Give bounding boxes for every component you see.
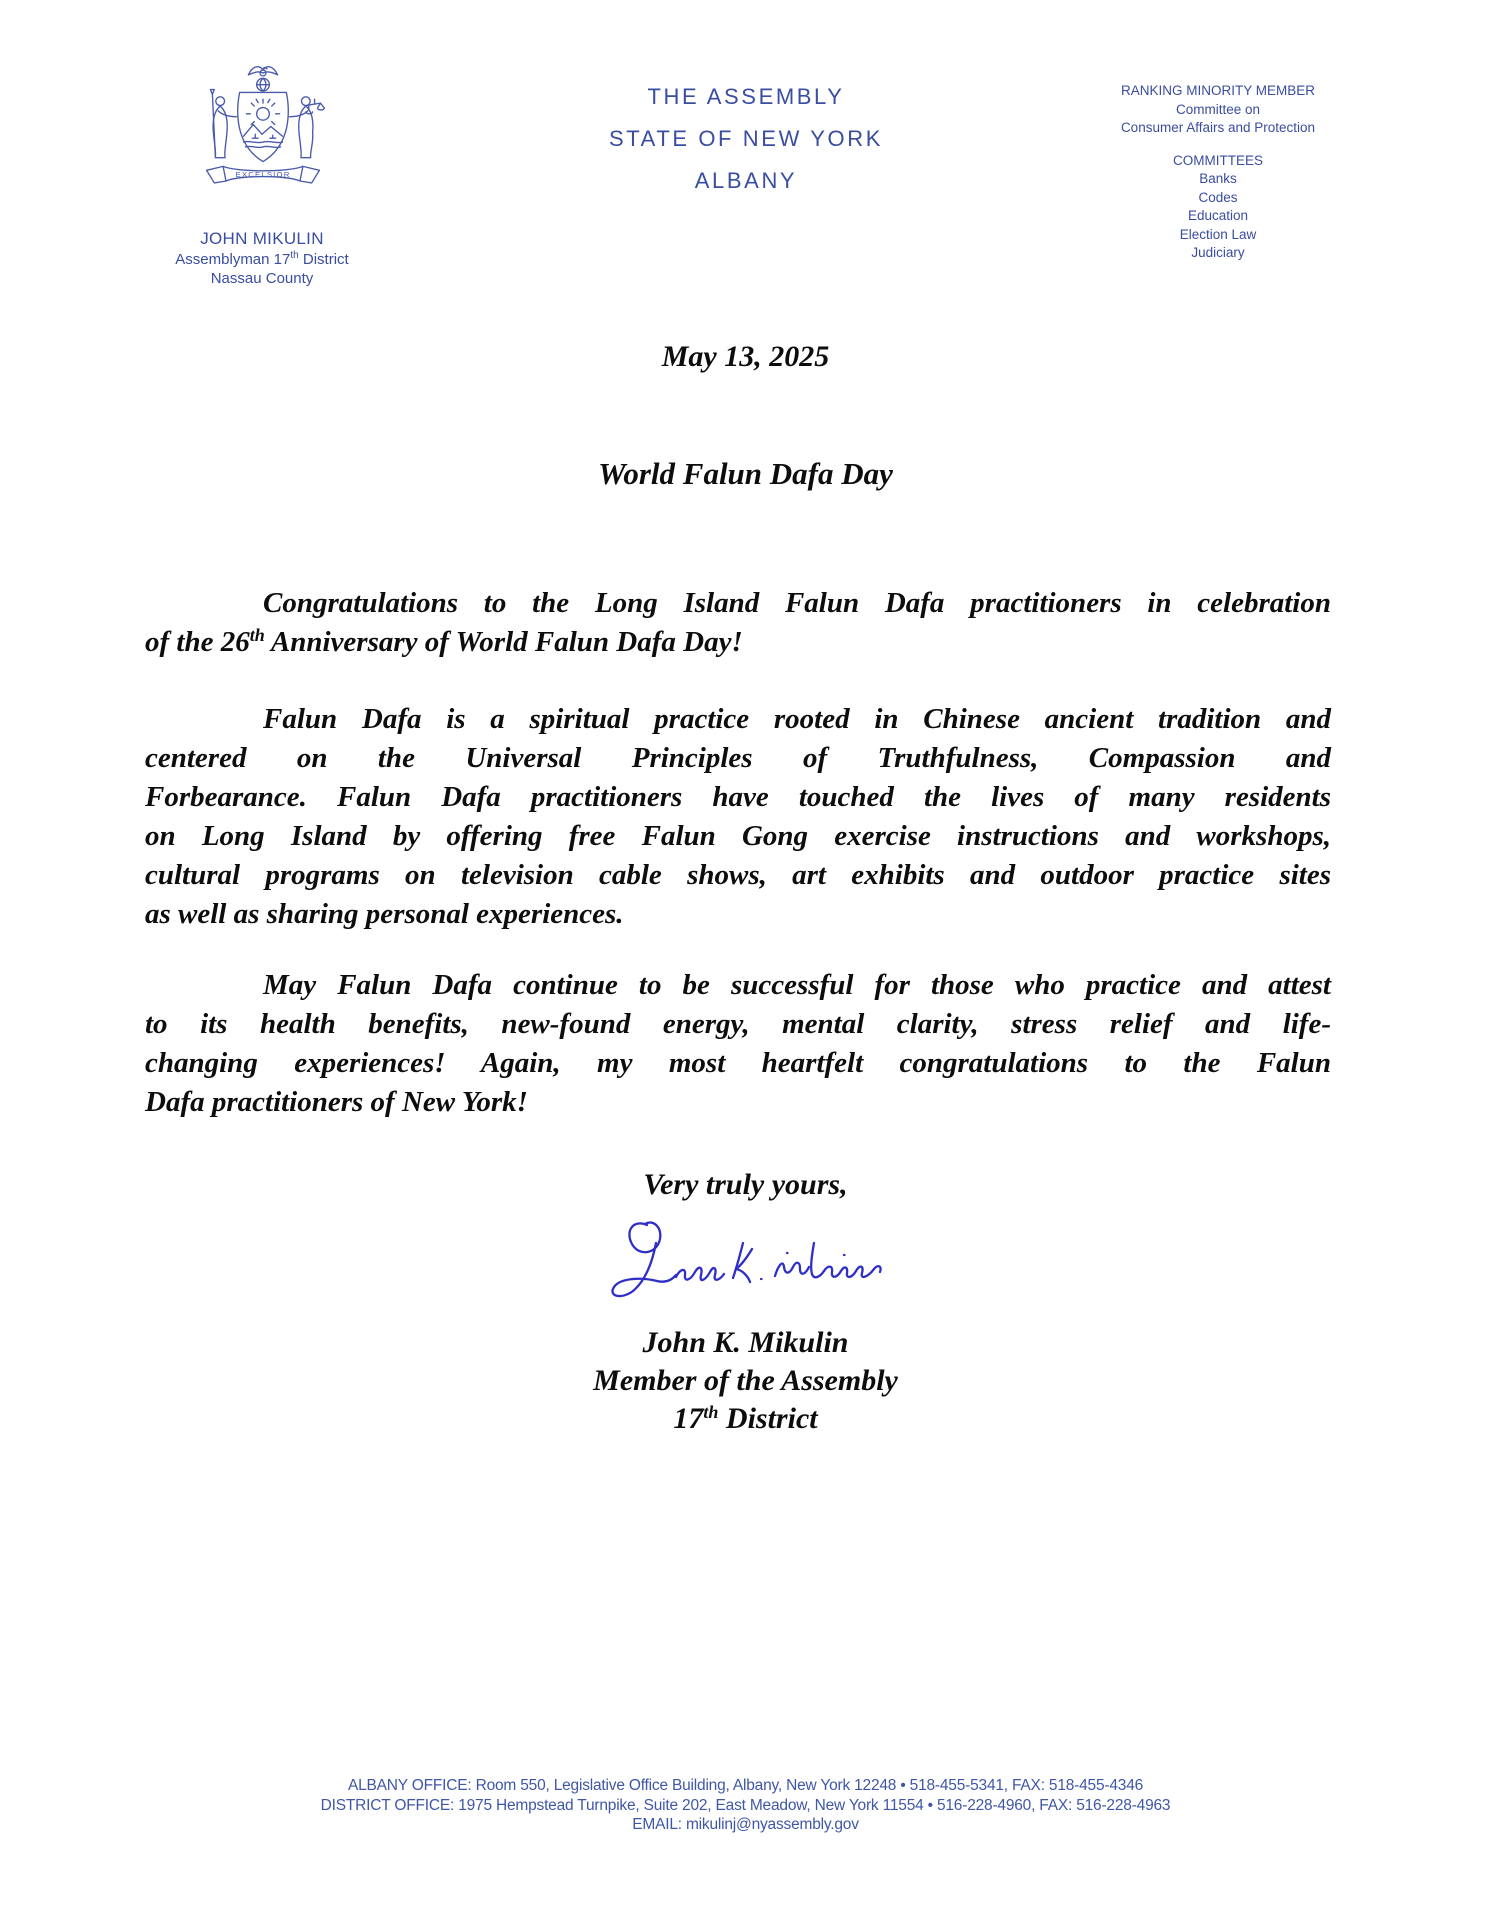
ranking-member-title: RANKING MINORITY MEMBER	[1120, 83, 1316, 98]
signer-district: 17th District	[673, 1402, 818, 1435]
paragraph-line: Forbearance. Falun Dafa practitioners have touched the lives of many residents	[145, 781, 1331, 813]
paragraph-line: Dafa practitioners of New York!	[145, 1086, 528, 1118]
paragraph-line: as well as sharing personal experiences.	[145, 898, 624, 930]
state-line: STATE OF NEW YORK	[609, 126, 883, 151]
paragraph-line: centered on the Universal Principles of Truthfulness, Compassion and	[145, 742, 1331, 774]
member-name: JOHN MIKULIN	[200, 229, 324, 248]
district-office-line: DISTRICT OFFICE: 1975 Hempstead Turnpike, Suite 202, East Meadow, New York 11554 • 516-228-4960, FAX: 516-228-4963	[320, 1796, 1171, 1814]
paragraph-line: of the 26th Anniversary of World Falun Dafa Day!	[145, 625, 743, 658]
member-county: Nassau County	[210, 270, 314, 287]
letter-subject: World Falun Dafa Day	[598, 456, 893, 491]
signer-block	[0, 1324, 1491, 1441]
paragraph	[145, 584, 1331, 665]
paragraph-line: Congratulations to the Long Island Falun Dafa practitioners in celebration	[263, 587, 1331, 619]
committee-item: Education	[1187, 208, 1249, 223]
albany-office-line: ALBANY OFFICE: Room 550, Legislative Office Building, Albany, New York 12248 • 518-455-5341, FAX: 518-455-4346	[347, 1777, 1144, 1794]
ny-state-seal-icon	[190, 58, 336, 194]
committee-item: Codes	[1198, 189, 1238, 205]
letterhead-center	[496, 76, 996, 202]
committee-item: Election Law	[1179, 226, 1257, 242]
paragraph-line: changing experiences! Again, my most heartfelt congratulations to the Falun	[145, 1047, 1331, 1079]
signer-name: John K. Mikulin	[642, 1326, 849, 1359]
paragraph	[145, 700, 1331, 934]
city-line: ALBANY	[694, 168, 798, 193]
email-line: EMAIL: mikulinj@nyassembly.gov	[632, 1816, 859, 1833]
ranking-member-sub: Committee on	[1175, 101, 1261, 117]
paragraph-line: on Long Island by offering free Falun Gong exercise instructions and workshops,	[145, 820, 1331, 852]
letter-date: May 13, 2025	[661, 340, 830, 373]
letterhead-right	[1058, 82, 1378, 263]
seal-motto: EXCELSIOR	[235, 170, 291, 180]
signature-image	[601, 1216, 893, 1318]
letterhead-left	[112, 228, 412, 288]
paragraph-line: May Falun Dafa continue to be successful for those who practice and attest	[263, 969, 1331, 1001]
paragraph-line: cultural programs on television cable shows, art exhibits and outdoor practice sites	[145, 859, 1331, 891]
paragraph-line: Falun Dafa is a spiritual practice rooted in Chinese ancient tradition and	[263, 703, 1331, 735]
assembly-line: THE ASSEMBLY	[647, 84, 845, 109]
closing-salutation: Very truly yours,	[643, 1168, 848, 1201]
ranking-member-sub: Consumer Affairs and Protection	[1120, 120, 1316, 135]
member-title: Assemblyman 17th District	[175, 250, 349, 268]
committees-title: COMMITTEES	[1173, 152, 1263, 168]
letter-footer	[0, 1776, 1491, 1835]
paragraph-line: to its health benefits, new-found energy, mental clarity, stress relief and life-	[145, 1008, 1331, 1040]
committee-item: Banks	[1199, 171, 1237, 186]
signer-title: Member of the Assembly	[593, 1364, 898, 1397]
committee-item: Judiciary	[1191, 245, 1245, 260]
paragraph	[145, 966, 1331, 1122]
